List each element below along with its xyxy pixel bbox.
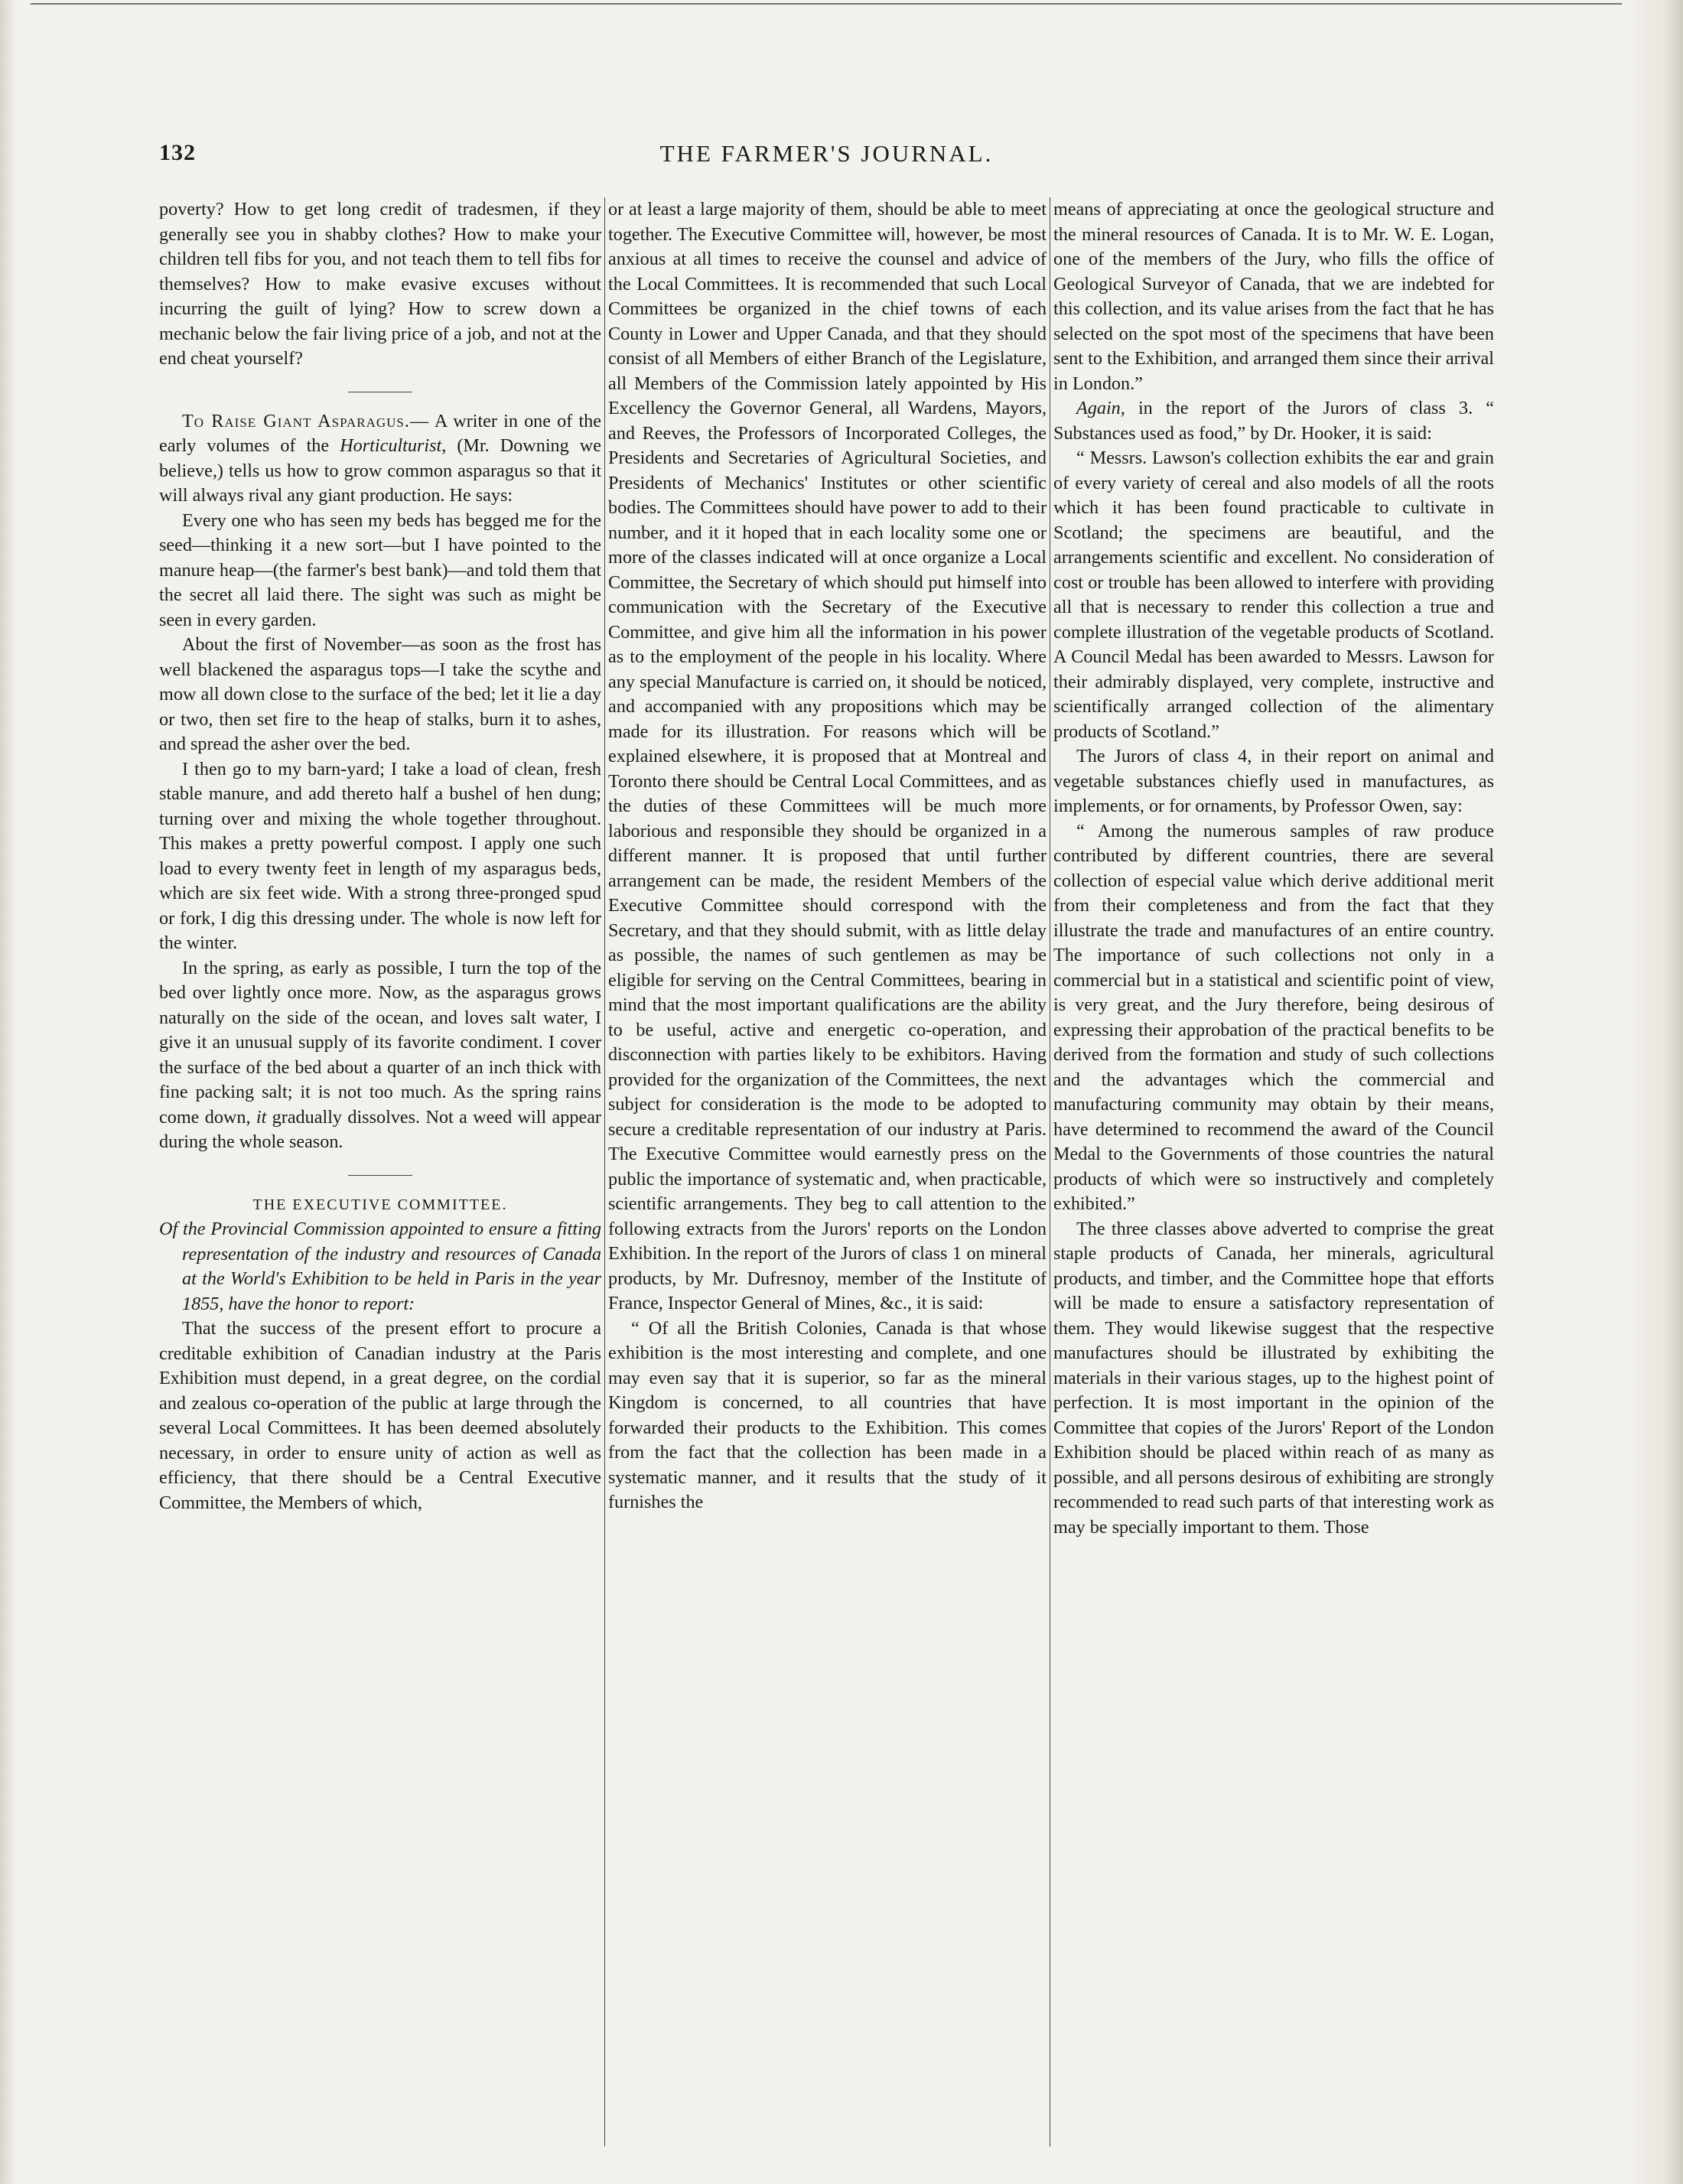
executive-committee-heading: THE EXECUTIVE COMMITTEE. [252, 1196, 508, 1213]
paragraph-quote-dufresnoy: “ Of all the British Colonies, Canada is that whose exhibition is the most interesting and complete, and one may even say that it is superior, so far as the mineral Kingdom is concerned, to all countries that have forwarded their products to the Exhibition. This comes from the fact that the collection has been made in a systematic manner, and it results that the study of it furnishes the [608, 1317, 1047, 1512]
horticulturist-title: Horticulturist [340, 435, 442, 456]
spring-text: In the spring, as early as possible, I turn the top of the bed over lightly once more. Now, as the asparagus grows naturally on the side of the ocean, and loves salt water, I give it an unusual supply of its favorite condiment. I cover the surface of the bed about a quarter of an inch thick with fine packing salt; it is not too much. As the spring rains come down, [159, 957, 601, 1128]
page-number: 132 [159, 140, 196, 165]
paragraph-again [1053, 396, 1494, 446]
paragraph-samples: “ Among the numerous samples of raw produce contributed by different countries, there are several collection of especial value which derive additional merit from their completeness and from the fact that they illustrate the trade and manufactures of an entire country. The importance of such collections not only in a commercial but in a statistical and scientific point of view, is very great, and the Jury therefore, being desirous of expressing their approbation of the practical benefits to be derived from the formation and study of such collections and the advantages which the commercial and manufacturing community may obtain by their means, have determined to recommend the award of the Council Medal to the Governments of those countries the natural products of which were so instructively and completely exhibited.” [1053, 820, 1494, 1214]
paragraph-lawson: “ Messrs. Lawson's collection exhibits the ear and grain of every variety of cereal and also models of all the roots which it has been found practicable to cultivate in Scotland; the specimens are beautiful, and the arrangements scientific and excellent. No consideration of cost or trouble has been allowed to interfere with providing all that is necessary to render this collection a true and complete illustration of the vegetable products of Scotland. A Council Medal has been awarded to Messrs. Lawson for their admirably displayed, very complete, instructive and scientifically arranged collection of the alimentary products of Scotland.” [1053, 448, 1494, 742]
executive-committee-subheading: Of the Provincial Commission appointed to ensure a fitting representation of the industry and resources of Canada at the World's Exhibition to be held in Paris in the year 1855, have the honor to report: [159, 1219, 601, 1314]
again-italic: Again, [1076, 398, 1125, 418]
paragraph-success: That the success of the present effort to procure a creditable exhibition of Canadian industry at the Paris Exhibition must depend, in a great degree, on the cordial and zealous co-operation of the public at large through the several Local Committees. It has been deemed absolutely necessary, in order to ensure unity of action as well as efficiency, that there should be a Central Executive Committee, the Members of which, [159, 1318, 601, 1513]
column-rule-1 [604, 197, 605, 2147]
asparagus-intro [159, 409, 601, 509]
top-rule [31, 3, 1622, 5]
page-edge-right [1629, 0, 1683, 2184]
page-edge-left [0, 0, 17, 2184]
journal-title: THE FARMER'S JOURNAL. [659, 140, 994, 167]
paragraph-barnyard: I then go to my barn-yard; I take a load of clean, fresh stable manure, and add thereto half a bushel of hen dung; turning over and mixing the whole together throughout. This makes a pretty powerful compost. I apply one such load to every twenty feet in length of my asparagus beds, which are six feet wide. With a strong three-pronged spud or fork, I dig this dressing under. The whole is now left for the winter. [159, 758, 601, 953]
column-3 [1053, 197, 1494, 2156]
again-text: in the report of the Jurors of class 3. “ Substances used as food,” by Dr. Hooker, it is said: [1053, 398, 1494, 444]
paragraph-every-one: Every one who has seen my beds has begged me for the seed—thinking it a new sort—but I have pointed to the manure heap—(the farmer's best bank)—and told them that the secret all laid there. The sight was such as might be seen in every garden. [159, 509, 601, 630]
spring-italic: it [256, 1106, 267, 1128]
paragraph-november: About the first of November—as soon as the frost has well blackened the asparagus tops—I take the scythe and mow all down close to the surface of the bed; let it lie a day or two, then set fire to the heap of stalks, burn it to ashes, and spread the asher over the bed. [159, 634, 601, 754]
paragraph-three-classes: The three classes above adverted to comprise the great staple products of Canada, her minerals, agricultural products, and timber, and the Committee hope that efforts will be made to ensure a satisfactory representation of them. They would likewise suggest that the respective manufactures should be illustrated by exhibiting the materials in their various stages, up to the highest point of perfection. It is most important in the opinion of the Committee that copies of the Jurors' Report of the London Exhibition should be placed within reach of as many as possible, and all persons desirous of exhibiting are strongly recommended to read such parts of that interesting work as may be specially important to them. Those [1053, 1218, 1494, 1538]
paragraph-committee-continued: or at least a large majority of them, should be able to meet together. The Executive Committee will, however, be most anxious at all times to receive the counsel and advice of the Local Committees. It is recommended that such Local Committees be organized in the chief towns of each County in Lower and Upper Canada, and that they should consist of all Members of either Branch of the Legislature, all Members of the Commission lately appointed by His Excellency the Governor General, all Wardens, Mayors, and Reeves, the Professors of Incorporated Colleges, the Presidents and Secretaries of Agricultural Societies, and Presidents of Mechanics' Institutes or other scientific bodies. The Committees should have power to add to their number, and it it hoped that in each locality some one or more of the classes indicated will at once organize a Local Committee, the Secretary of which should put himself into communication with the Secretary of the Executive Committee, and give him all the information in his power as to the employment of the people in his locality. Where any special Manufacture is carried on, it should be noticed, and accompanied with any propositions which may be made for its illustration. For reasons which will be explained elsewhere, it is proposed that at Montreal and Toronto there should be Central Local Committees, and as the duties of these Committees will be much more laborious and responsible they should be organized in a different manner. It is proposed that until further arrangement can be made, the resident Members of the Executive Committee should correspond with the Secretary, and that they should submit, with as little delay as possible, the names of such gentlemen as may be eligible for serving on the Central Committees, bearing in mind that the most important qualifications are the ability to be useful, active and energetic co-operation, and disconnection with parties likely to be exhibitors. Having provided for the organization of the Committees, the next subject for consideration is the mode to be adopted to secure a creditable representation of our industry at Paris. The Executive Committee would earnestly press on the public the importance of systematic and, when practicable, scientific arrangements. They beg to call attention to the following extracts from the Jurors' reports on the London Exhibition. In the report of the Jurors of class 1 on mineral products, by Mr. Dufresnoy, member of the Institute of France, Inspector General of Mines, &c., it is said: [608, 199, 1047, 1313]
paragraph-class-4: The Jurors of class 4, in their report on animal and vegetable substances chiefly used in manufactures, as implements, or for ornaments, by Professor Owen, say: [1053, 746, 1494, 816]
paragraph-spring [159, 956, 601, 1155]
asparagus-intro-text-a: A writer in one of the early volumes of the [159, 410, 601, 456]
column-2 [608, 197, 1047, 2156]
asparagus-heading: To Raise Giant Asparagus.— [182, 410, 430, 431]
paragraph-poverty: poverty? How to get long credit of tradesmen, if they generally see you in shabby clothes? How to make your children tell fibs for you, and not teach them to tell fibs for themselves? How to make evasive excuses without incurring the guilt of lying? How to screw down a mechanic below the fair living price of a job, and not at the end cheat yourself? [159, 199, 601, 369]
paragraph-quote-continued: means of appreciating at once the geological structure and the mineral resources of Canada. It is to Mr. W. E. Logan, one of the members of the Jury, who fills the office of Geological Surveyor of Canada, that we are indebted for this collection, and its value arises from the fact that he has selected on the spot most of the specimens that have been sent to the Exhibition, and arranged them since their arrival in London.” [1053, 199, 1494, 394]
spring-text-end: gradually dissolves. Not a weed will appear during the whole season. [159, 1106, 601, 1152]
section-divider [348, 1175, 412, 1176]
column-1 [159, 197, 601, 2156]
asparagus-intro-text-b: , (Mr. Downing we believe,) tells us how to grow common asparagus so that it will always rival any giant production. He says: [159, 435, 601, 506]
running-head [159, 140, 1494, 175]
